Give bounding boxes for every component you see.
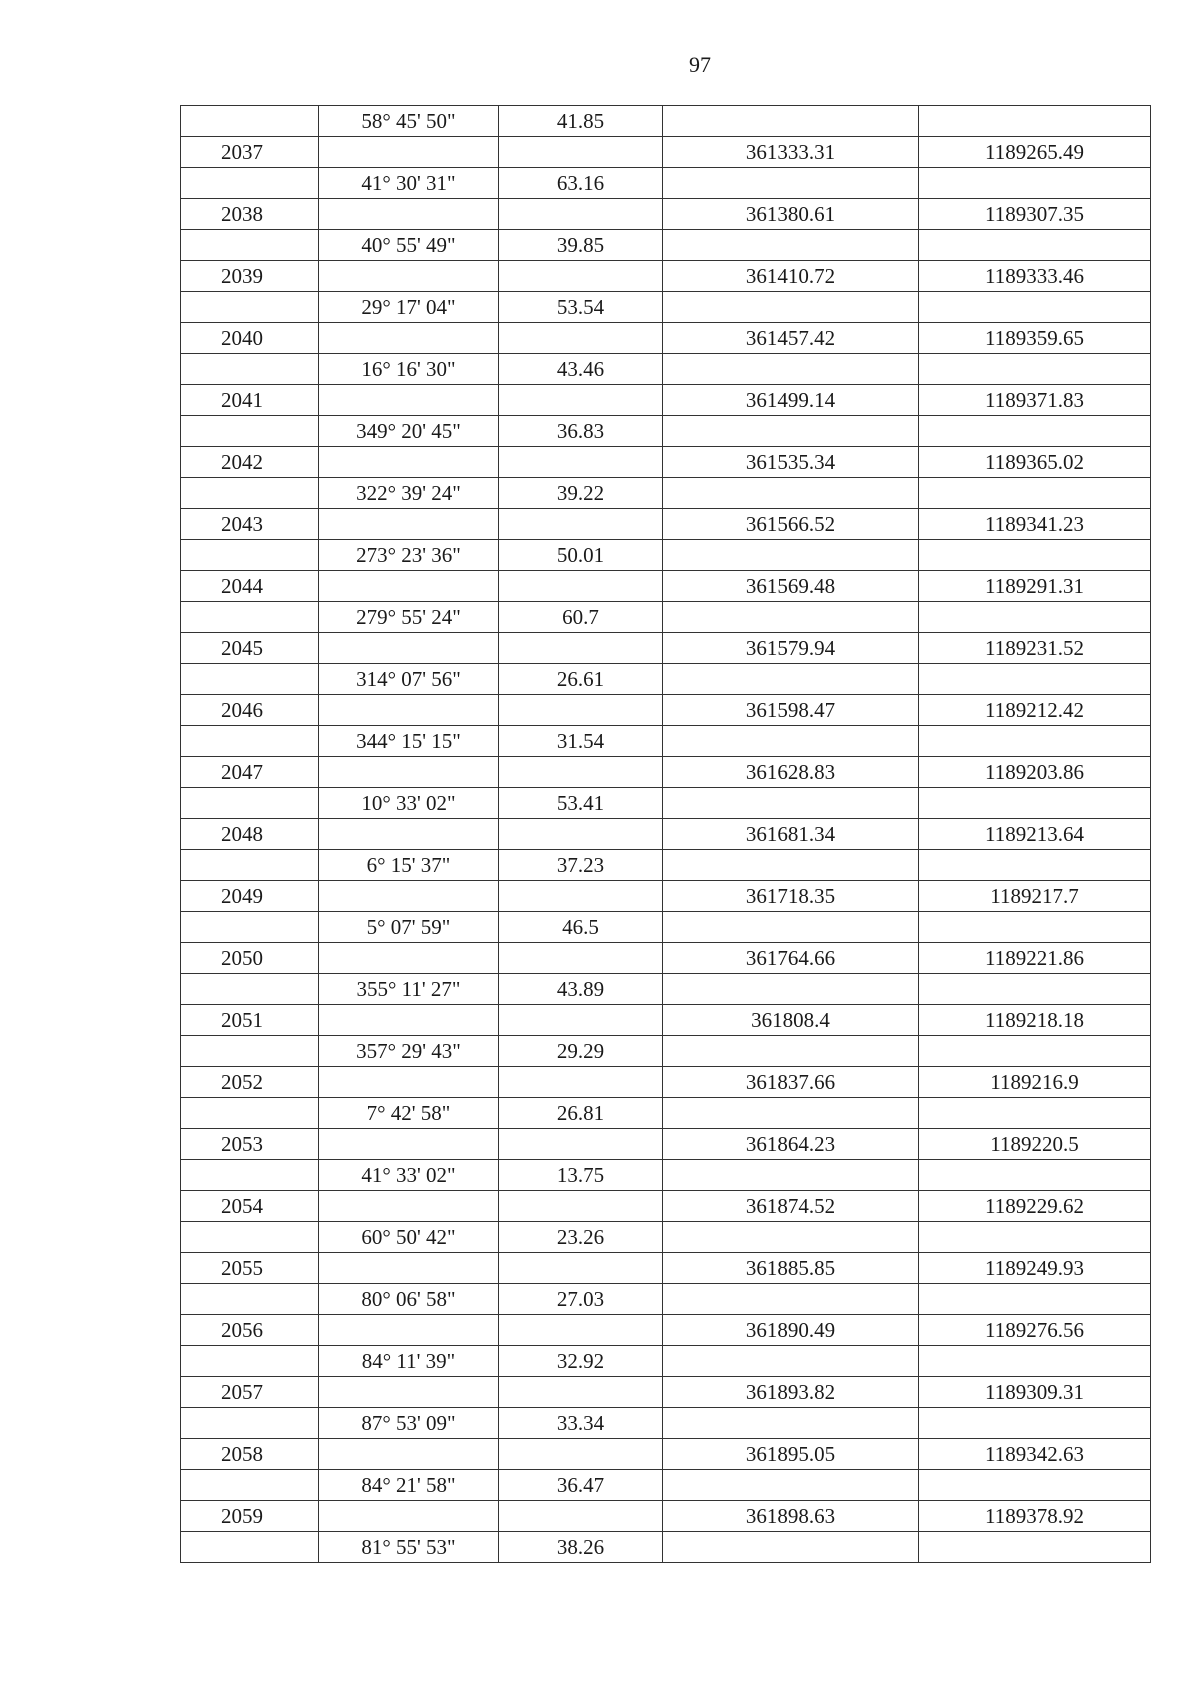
northing-cell-empty: [663, 292, 919, 323]
bearing-cell-empty: [319, 1005, 499, 1036]
station-row: [181, 447, 1151, 478]
easting-cell-empty: [919, 1098, 1151, 1129]
distance-cell: 39.85: [499, 230, 663, 261]
station-cell-empty: [181, 540, 319, 571]
easting-cell-empty: [919, 974, 1151, 1005]
northing-cell-empty: [663, 788, 919, 819]
leg-row: [181, 1222, 1151, 1253]
station-cell-empty: [181, 1346, 319, 1377]
easting-cell-empty: [919, 602, 1151, 633]
bearing-cell-empty: [319, 1315, 499, 1346]
bearing-cell: 349° 20' 45": [319, 416, 499, 447]
northing-cell: 361499.14: [663, 385, 919, 416]
distance-cell-empty: [499, 447, 663, 478]
station-id-cell: 2047: [181, 757, 319, 788]
northing-cell: 361837.66: [663, 1067, 919, 1098]
distance-cell: 53.41: [499, 788, 663, 819]
bearing-cell: 84° 21' 58": [319, 1470, 499, 1501]
bearing-cell-empty: [319, 1067, 499, 1098]
station-row: [181, 1129, 1151, 1160]
leg-row: [181, 1532, 1151, 1563]
station-row: [181, 199, 1151, 230]
station-cell-empty: [181, 1036, 319, 1067]
easting-cell: 1189213.64: [919, 819, 1151, 850]
distance-cell: 13.75: [499, 1160, 663, 1191]
easting-cell-empty: [919, 168, 1151, 199]
station-id-cell: 2048: [181, 819, 319, 850]
northing-cell-empty: [663, 602, 919, 633]
leg-row: [181, 1470, 1151, 1501]
easting-cell: 1189265.49: [919, 137, 1151, 168]
northing-cell: 361885.85: [663, 1253, 919, 1284]
northing-cell: 361380.61: [663, 199, 919, 230]
northing-cell-empty: [663, 1470, 919, 1501]
station-cell-empty: [181, 1532, 319, 1563]
leg-row: [181, 416, 1151, 447]
distance-cell-empty: [499, 1191, 663, 1222]
distance-cell-empty: [499, 323, 663, 354]
distance-cell: 37.23: [499, 850, 663, 881]
bearing-cell: 29° 17' 04": [319, 292, 499, 323]
easting-cell: 1189229.62: [919, 1191, 1151, 1222]
bearing-cell: 344° 15' 15": [319, 726, 499, 757]
bearing-cell-empty: [319, 447, 499, 478]
distance-cell: 46.5: [499, 912, 663, 943]
bearing-cell: 6° 15' 37": [319, 850, 499, 881]
easting-cell: 1189249.93: [919, 1253, 1151, 1284]
distance-cell: 41.85: [499, 106, 663, 137]
leg-row: [181, 292, 1151, 323]
station-cell-empty: [181, 478, 319, 509]
northing-cell-empty: [663, 106, 919, 137]
distance-cell: 43.46: [499, 354, 663, 385]
easting-cell: 1189203.86: [919, 757, 1151, 788]
station-id-cell: 2051: [181, 1005, 319, 1036]
station-row: [181, 943, 1151, 974]
leg-row: [181, 230, 1151, 261]
leg-row: [181, 540, 1151, 571]
station-row: [181, 695, 1151, 726]
easting-cell-empty: [919, 106, 1151, 137]
northing-cell-empty: [663, 850, 919, 881]
bearing-cell-empty: [319, 819, 499, 850]
station-cell-empty: [181, 1408, 319, 1439]
bearing-cell-empty: [319, 1377, 499, 1408]
station-id-cell: 2058: [181, 1439, 319, 1470]
station-cell-empty: [181, 1160, 319, 1191]
leg-row: [181, 602, 1151, 633]
distance-cell-empty: [499, 1253, 663, 1284]
northing-cell-empty: [663, 478, 919, 509]
bearing-cell: 80° 06' 58": [319, 1284, 499, 1315]
bearing-cell-empty: [319, 199, 499, 230]
northing-cell: 361579.94: [663, 633, 919, 664]
station-cell-empty: [181, 1222, 319, 1253]
bearing-cell-empty: [319, 943, 499, 974]
station-row: [181, 1315, 1151, 1346]
northing-cell-empty: [663, 974, 919, 1005]
station-id-cell: 2055: [181, 1253, 319, 1284]
bearing-cell: 273° 23' 36": [319, 540, 499, 571]
station-id-cell: 2038: [181, 199, 319, 230]
station-row: [181, 261, 1151, 292]
easting-cell-empty: [919, 230, 1151, 261]
station-id-cell: 2049: [181, 881, 319, 912]
station-row: [181, 1501, 1151, 1532]
distance-cell-empty: [499, 757, 663, 788]
bearing-cell-empty: [319, 1439, 499, 1470]
distance-cell: 50.01: [499, 540, 663, 571]
station-row: [181, 1191, 1151, 1222]
easting-cell-empty: [919, 1532, 1151, 1563]
station-id-cell: 2045: [181, 633, 319, 664]
bearing-cell: 322° 39' 24": [319, 478, 499, 509]
distance-cell-empty: [499, 1315, 663, 1346]
easting-cell-empty: [919, 788, 1151, 819]
station-cell-empty: [181, 726, 319, 757]
easting-cell: 1189231.52: [919, 633, 1151, 664]
leg-row: [181, 974, 1151, 1005]
leg-row: [181, 664, 1151, 695]
easting-cell: 1189307.35: [919, 199, 1151, 230]
distance-cell-empty: [499, 943, 663, 974]
northing-cell-empty: [663, 1098, 919, 1129]
leg-row: [181, 1036, 1151, 1067]
leg-row: [181, 1098, 1151, 1129]
easting-cell-empty: [919, 416, 1151, 447]
station-row: [181, 571, 1151, 602]
easting-cell-empty: [919, 1470, 1151, 1501]
station-row: [181, 1067, 1151, 1098]
northing-cell: 361628.83: [663, 757, 919, 788]
easting-cell: 1189378.92: [919, 1501, 1151, 1532]
northing-cell: 361893.82: [663, 1377, 919, 1408]
station-id-cell: 2056: [181, 1315, 319, 1346]
distance-cell-empty: [499, 261, 663, 292]
station-cell-empty: [181, 168, 319, 199]
northing-cell: 361764.66: [663, 943, 919, 974]
station-cell-empty: [181, 664, 319, 695]
distance-cell: 31.54: [499, 726, 663, 757]
easting-cell-empty: [919, 664, 1151, 695]
northing-cell-empty: [663, 1408, 919, 1439]
bearing-cell-empty: [319, 509, 499, 540]
northing-cell-empty: [663, 1160, 919, 1191]
station-id-cell: 2037: [181, 137, 319, 168]
station-row: [181, 137, 1151, 168]
station-cell-empty: [181, 354, 319, 385]
easting-cell: 1189218.18: [919, 1005, 1151, 1036]
easting-cell: 1189365.02: [919, 447, 1151, 478]
northing-cell: 361864.23: [663, 1129, 919, 1160]
easting-cell: 1189291.31: [919, 571, 1151, 602]
easting-cell-empty: [919, 1222, 1151, 1253]
bearing-cell: 355° 11' 27": [319, 974, 499, 1005]
easting-cell-empty: [919, 540, 1151, 571]
northing-cell: 361898.63: [663, 1501, 919, 1532]
northing-cell: 361874.52: [663, 1191, 919, 1222]
bearing-cell-empty: [319, 323, 499, 354]
bearing-cell: 279° 55' 24": [319, 602, 499, 633]
distance-cell-empty: [499, 695, 663, 726]
leg-row: [181, 1408, 1151, 1439]
northing-cell: 361333.31: [663, 137, 919, 168]
station-row: [181, 385, 1151, 416]
leg-row: [181, 1346, 1151, 1377]
easting-cell-empty: [919, 292, 1151, 323]
easting-cell-empty: [919, 1346, 1151, 1377]
station-id-cell: 2043: [181, 509, 319, 540]
distance-cell: 36.83: [499, 416, 663, 447]
easting-cell: 1189212.42: [919, 695, 1151, 726]
easting-cell-empty: [919, 1284, 1151, 1315]
bearing-cell: 5° 07' 59": [319, 912, 499, 943]
station-cell-empty: [181, 292, 319, 323]
easting-cell-empty: [919, 1408, 1151, 1439]
distance-cell: 53.54: [499, 292, 663, 323]
distance-cell-empty: [499, 385, 663, 416]
station-cell-empty: [181, 850, 319, 881]
station-row: [181, 1377, 1151, 1408]
distance-cell-empty: [499, 1129, 663, 1160]
northing-cell-empty: [663, 664, 919, 695]
station-id-cell: 2040: [181, 323, 319, 354]
distance-cell: 32.92: [499, 1346, 663, 1377]
distance-cell-empty: [499, 1067, 663, 1098]
distance-cell: 29.29: [499, 1036, 663, 1067]
leg-row: [181, 788, 1151, 819]
easting-cell-empty: [919, 478, 1151, 509]
easting-cell: 1189309.31: [919, 1377, 1151, 1408]
bearing-cell: 16° 16' 30": [319, 354, 499, 385]
station-id-cell: 2057: [181, 1377, 319, 1408]
northing-cell-empty: [663, 230, 919, 261]
easting-cell: 1189276.56: [919, 1315, 1151, 1346]
northing-cell-empty: [663, 1036, 919, 1067]
station-cell-empty: [181, 106, 319, 137]
bearing-cell-empty: [319, 571, 499, 602]
northing-cell-empty: [663, 726, 919, 757]
station-id-cell: 2044: [181, 571, 319, 602]
station-id-cell: 2039: [181, 261, 319, 292]
station-row: [181, 633, 1151, 664]
bearing-cell: 60° 50' 42": [319, 1222, 499, 1253]
station-id-cell: 2052: [181, 1067, 319, 1098]
station-row: [181, 757, 1151, 788]
bearing-cell: 41° 30' 31": [319, 168, 499, 199]
distance-cell-empty: [499, 1501, 663, 1532]
distance-cell-empty: [499, 1377, 663, 1408]
distance-cell-empty: [499, 881, 663, 912]
table-body: [181, 106, 1151, 1563]
distance-cell: 63.16: [499, 168, 663, 199]
station-cell-empty: [181, 416, 319, 447]
station-cell-empty: [181, 1098, 319, 1129]
easting-cell-empty: [919, 1160, 1151, 1191]
northing-cell: 361569.48: [663, 571, 919, 602]
station-row: [181, 819, 1151, 850]
distance-cell-empty: [499, 199, 663, 230]
northing-cell: 361566.52: [663, 509, 919, 540]
northing-cell: 361410.72: [663, 261, 919, 292]
leg-row: [181, 912, 1151, 943]
easting-cell-empty: [919, 354, 1151, 385]
bearing-cell-empty: [319, 757, 499, 788]
leg-row: [181, 1160, 1151, 1191]
bearing-cell: 357° 29' 43": [319, 1036, 499, 1067]
bearing-cell-empty: [319, 881, 499, 912]
station-id-cell: 2042: [181, 447, 319, 478]
leg-row: [181, 1284, 1151, 1315]
distance-cell-empty: [499, 1005, 663, 1036]
bearing-cell: 87° 53' 09": [319, 1408, 499, 1439]
bearing-cell-empty: [319, 1253, 499, 1284]
bearing-cell-empty: [319, 1191, 499, 1222]
distance-cell-empty: [499, 509, 663, 540]
easting-cell: 1189333.46: [919, 261, 1151, 292]
station-cell-empty: [181, 912, 319, 943]
bearing-cell-empty: [319, 1501, 499, 1532]
northing-cell-empty: [663, 1284, 919, 1315]
bearing-cell: 58° 45' 50": [319, 106, 499, 137]
bearing-cell-empty: [319, 261, 499, 292]
distance-cell-empty: [499, 1439, 663, 1470]
station-id-cell: 2041: [181, 385, 319, 416]
northing-cell: 361895.05: [663, 1439, 919, 1470]
distance-cell: 26.81: [499, 1098, 663, 1129]
distance-cell-empty: [499, 137, 663, 168]
easting-cell: 1189341.23: [919, 509, 1151, 540]
leg-row: [181, 168, 1151, 199]
station-row: [181, 1439, 1151, 1470]
northing-cell-empty: [663, 354, 919, 385]
distance-cell: 27.03: [499, 1284, 663, 1315]
northing-cell-empty: [663, 416, 919, 447]
page-number: 97: [689, 52, 711, 77]
distance-cell: 43.89: [499, 974, 663, 1005]
station-row: [181, 1253, 1151, 1284]
station-id-cell: 2050: [181, 943, 319, 974]
northing-cell: 361598.47: [663, 695, 919, 726]
northing-cell: 361890.49: [663, 1315, 919, 1346]
distance-cell: 33.34: [499, 1408, 663, 1439]
easting-cell: 1189217.7: [919, 881, 1151, 912]
distance-cell: 26.61: [499, 664, 663, 695]
bearing-cell-empty: [319, 1129, 499, 1160]
station-cell-empty: [181, 788, 319, 819]
station-id-cell: 2046: [181, 695, 319, 726]
northing-cell-empty: [663, 1532, 919, 1563]
northing-cell-empty: [663, 1222, 919, 1253]
distance-cell-empty: [499, 633, 663, 664]
northing-cell: 361457.42: [663, 323, 919, 354]
easting-cell: 1189342.63: [919, 1439, 1151, 1470]
leg-row: [181, 106, 1151, 137]
survey-coordinates-table: [180, 105, 1151, 1563]
northing-cell-empty: [663, 912, 919, 943]
station-cell-empty: [181, 974, 319, 1005]
station-id-cell: 2054: [181, 1191, 319, 1222]
bearing-cell: 10° 33' 02": [319, 788, 499, 819]
bearing-cell: 40° 55' 49": [319, 230, 499, 261]
bearing-cell-empty: [319, 137, 499, 168]
distance-cell: 36.47: [499, 1470, 663, 1501]
northing-cell: 361808.4: [663, 1005, 919, 1036]
distance-cell: 60.7: [499, 602, 663, 633]
distance-cell: 23.26: [499, 1222, 663, 1253]
bearing-cell-empty: [319, 633, 499, 664]
northing-cell-empty: [663, 168, 919, 199]
easting-cell: 1189221.86: [919, 943, 1151, 974]
bearing-cell: 314° 07' 56": [319, 664, 499, 695]
easting-cell-empty: [919, 726, 1151, 757]
bearing-cell: 41° 33' 02": [319, 1160, 499, 1191]
leg-row: [181, 478, 1151, 509]
distance-cell: 38.26: [499, 1532, 663, 1563]
station-cell-empty: [181, 1470, 319, 1501]
station-id-cell: 2059: [181, 1501, 319, 1532]
bearing-cell-empty: [319, 385, 499, 416]
northing-cell: 361681.34: [663, 819, 919, 850]
northing-cell: 361718.35: [663, 881, 919, 912]
station-cell-empty: [181, 1284, 319, 1315]
leg-row: [181, 850, 1151, 881]
station-cell-empty: [181, 602, 319, 633]
easting-cell-empty: [919, 912, 1151, 943]
easting-cell-empty: [919, 1036, 1151, 1067]
leg-row: [181, 354, 1151, 385]
northing-cell: 361535.34: [663, 447, 919, 478]
easting-cell: 1189216.9: [919, 1067, 1151, 1098]
distance-cell-empty: [499, 571, 663, 602]
distance-cell-empty: [499, 819, 663, 850]
station-row: [181, 323, 1151, 354]
bearing-cell: 81° 55' 53": [319, 1532, 499, 1563]
northing-cell-empty: [663, 540, 919, 571]
station-row: [181, 509, 1151, 540]
bearing-cell-empty: [319, 695, 499, 726]
station-cell-empty: [181, 230, 319, 261]
easting-cell: 1189220.5: [919, 1129, 1151, 1160]
easting-cell: 1189371.83: [919, 385, 1151, 416]
station-row: [181, 881, 1151, 912]
bearing-cell: 84° 11' 39": [319, 1346, 499, 1377]
northing-cell-empty: [663, 1346, 919, 1377]
easting-cell: 1189359.65: [919, 323, 1151, 354]
station-row: [181, 1005, 1151, 1036]
leg-row: [181, 726, 1151, 757]
distance-cell: 39.22: [499, 478, 663, 509]
bearing-cell: 7° 42' 58": [319, 1098, 499, 1129]
easting-cell-empty: [919, 850, 1151, 881]
station-id-cell: 2053: [181, 1129, 319, 1160]
